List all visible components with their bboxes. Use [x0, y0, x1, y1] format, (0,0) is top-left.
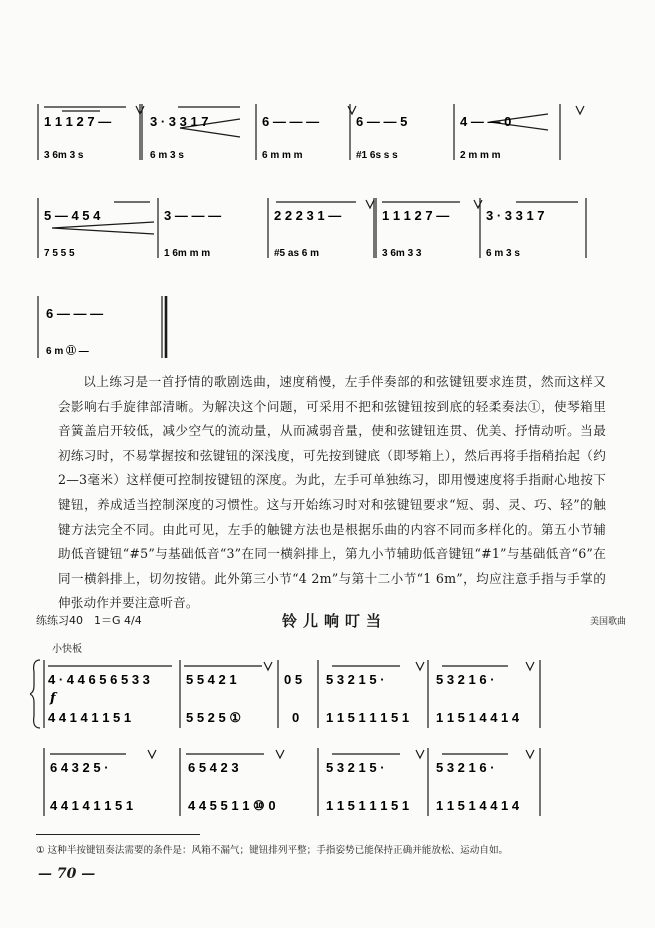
- exercise-label: 练练习40 1＝G 4/4: [36, 614, 142, 627]
- s4-m5-top: 5 3 2 1 6 ·: [436, 672, 495, 687]
- footnote: ① 这种半按键钮奏法需要的条件是：风箱不漏气；键钮排列平整；手指姿势已能保持正确并能放松、运动自如。: [36, 845, 509, 856]
- s2-m3-bot: #5 as 6 m: [274, 248, 320, 259]
- s2-m5-bot: 6 m 3 s: [486, 248, 520, 259]
- s5-m3-top: 5 3 2 1 5 ·: [326, 760, 385, 775]
- tempo-marking: 小快板: [52, 644, 82, 655]
- s2-m4-bot: 3 6m 3 3: [382, 248, 422, 259]
- s2-m2-bot: 1 6m m m: [164, 248, 211, 259]
- score-system-4: [30, 652, 630, 732]
- s3-m1-bot: 6 m ⑪ —: [46, 346, 89, 357]
- s1-m4-bot: #1 6s s s: [356, 150, 398, 161]
- s1-m2-bot: 6 m 3 s: [150, 150, 184, 161]
- s5-m2-bot: 4 4 5 5 1 1 ⑩ 0: [188, 798, 276, 813]
- s4-m2-top: 5 5 4 2 1: [186, 672, 237, 687]
- song-source: 美国歌曲: [589, 617, 626, 627]
- s1-m3-top: 6 — — —: [262, 114, 320, 129]
- s1-m1-top: 1 1 1 2 7 —: [44, 114, 112, 129]
- body-paragraph: [58, 370, 606, 616]
- s2-m2-top: 3 — — —: [164, 208, 222, 223]
- s2-m1-top: 5 — 4 5 4: [44, 208, 101, 223]
- dynamic-forte: f: [50, 691, 56, 706]
- s2-m4-top: 1 1 1 2 7 —: [382, 208, 450, 223]
- score-system-3: [30, 288, 630, 364]
- s2-m5-top: 3 · 3 3 1 7: [486, 208, 545, 223]
- song-title: 铃儿响叮当: [282, 612, 388, 630]
- score-system-5: [30, 742, 630, 820]
- score-system-1: [30, 92, 630, 172]
- s2-m3-top: 2 2 2 3 1 —: [274, 208, 342, 223]
- s4-m1-top: 4 · 4 4 6 5 6 5 3 3: [48, 672, 150, 687]
- s4-m2-bot: 5 5 2 5 ①: [186, 710, 242, 725]
- s5-m2-top: 6 5 4 2 3: [188, 760, 239, 775]
- page-number: — 70 —: [38, 866, 96, 882]
- s4-m4-bot: 1 1 5 1 1 1 5 1: [326, 710, 410, 725]
- s1-m2-top: 3 · 3 3 1 7: [150, 114, 209, 129]
- footnote-rule: [36, 834, 200, 835]
- s4-m3-top: 0 5: [284, 672, 303, 687]
- s5-m1-top: 6 4 3 2 5 ·: [50, 760, 109, 775]
- s1-m1-bot: 3 6m 3 s: [44, 150, 84, 161]
- s4-m1-bot: 4 4 1 4 1 1 5 1: [48, 710, 132, 725]
- s5-m1-bot: 4 4 1 4 1 1 5 1: [50, 798, 134, 813]
- s5-m4-bot: 1 1 5 1 4 4 1 4: [436, 798, 520, 813]
- paragraph-text: 以上练习是一首抒情的歌剧选曲，速度稍慢，左手伴奏部的和弦键钮要求连贯，然而这样又会影响右手旋律部清晰。为解决这个问题，可采用不把和弦键钮按到底的轻柔奏法①，使琴箱里音簧盖启开较低，减少空气的流动量，从而减弱音量，使和弦键钮连贯、优美、抒情动听。当最初练习时，不易掌握按和弦键钮的深浅度，可先按到键底（即琴箱上），然后再将手指稍抬起（约2—3毫米）这样便可控制按键钮的深度。为此，左手可单独练习，即用慢速度将手指耐心地按下键钮，养成适当控制深度的习惯性。这与开始练习时对和弦键钮要求“短、弱、灵、巧、轻”的触键方法完全不同。由此可见，左手的触键方法也是根据乐曲的内容不同而多样化的。第五小节辅助低音键钮“#5”与基础低音“3”在同一横斜排上，第九小节辅助低音键钮“#1”与基础低音“6”在同一横斜排上，切勿按错。此外第三小节“4 2m”与第十二小节“1 6m”，均应注意手指与手掌的伸张动作并要注意听音。: [58, 374, 606, 611]
- s3-m1-top: 6 — — —: [46, 306, 104, 321]
- s5-m4-top: 5 3 2 1 6 ·: [436, 760, 495, 775]
- exercise-header: [36, 612, 626, 642]
- s4-m4-top: 5 3 2 1 5 ·: [326, 672, 385, 687]
- s1-m4-top: 6 — — 5: [356, 114, 408, 129]
- score-system-2: [30, 188, 630, 270]
- s4-m5-bot: 1 1 5 1 4 4 1 4: [436, 710, 520, 725]
- s2-m1-bot: 7 5 5 5: [44, 248, 75, 259]
- s5-m3-bot: 1 1 5 1 1 1 5 1: [326, 798, 410, 813]
- s1-m5-top: 4 — — 0: [460, 114, 512, 129]
- s1-m3-bot: 6 m m m: [262, 150, 303, 161]
- s4-m3-bot: 0: [292, 710, 300, 725]
- s1-m5-bot: 2 m m m: [460, 150, 501, 161]
